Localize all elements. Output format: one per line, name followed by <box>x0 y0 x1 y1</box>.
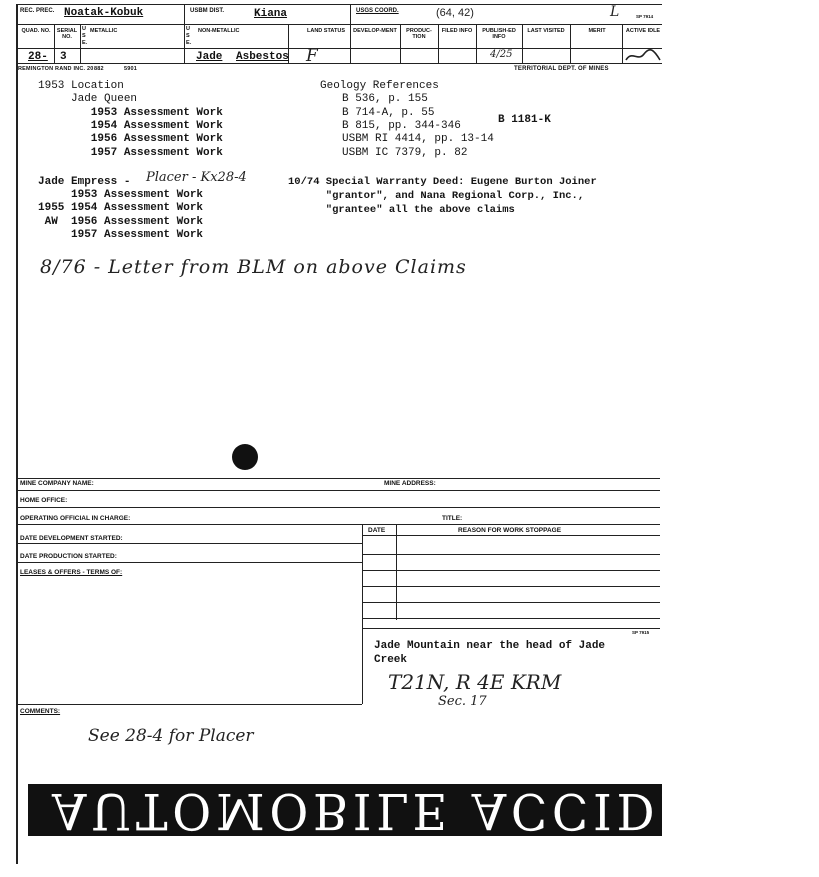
location-line-1: 1953 Location <box>38 80 124 92</box>
nonmetallic-side-letters: U S E. <box>186 26 192 46</box>
usgs-coord-label: USGS COORD. <box>356 8 399 14</box>
geology-title: Geology References <box>320 80 439 92</box>
col-quad: QUAD. NO. <box>21 28 51 34</box>
comments-label: COMMENTS: <box>20 708 61 715</box>
printer-note: REMINGTON RAND INC. 20 <box>18 66 94 72</box>
col-development: DEVELOP-MENT <box>353 28 397 34</box>
quad-value: 28- <box>28 51 48 63</box>
mine-address-label: MINE ADDRESS: <box>384 480 436 487</box>
col-active-idle: ACTIVE IDLE <box>625 28 661 34</box>
geology-ref-3: B 815, pp. 344-346 <box>342 120 461 132</box>
handwritten-blm-note: 8/76 - Letter from BLM on above Claims <box>40 256 467 278</box>
form-number-mid: SP 7915 <box>632 630 650 635</box>
col-serial: SERIAL NO. <box>56 28 78 40</box>
deed-line-1: 10/74 Special Warranty Deed: Eugene Burton Joiner <box>288 176 597 188</box>
empress-line-3: AW 1956 Assessment Work <box>38 216 204 228</box>
col-production: PRODUC-TION <box>406 28 432 40</box>
geology-ref-5: USBM IC 7379, p. 82 <box>342 147 468 159</box>
territorial-dept: TERRITORIAL DEPT. OF MINES <box>514 66 609 72</box>
operating-official-label: OPERATING OFFICIAL IN CHARGE: <box>20 515 131 522</box>
location-line-5: 1956 Assessment Work <box>38 133 223 145</box>
banner-text: AUTOMOBILE ACCIDENTS <box>52 782 819 840</box>
location-line-2: Jade Queen <box>38 93 138 105</box>
col-published-info: PUBLISH-ED INFO <box>482 28 516 40</box>
empress-line-1: 1953 Assessment Work <box>38 189 204 201</box>
geology-ref-b1181: B 1181-K <box>498 114 551 126</box>
geology-ref-1: B 536, p. 155 <box>342 93 428 105</box>
reason-stoppage-label: REASON FOR WORK STOPPAGE <box>458 527 562 534</box>
location-description: Jade Mountain near the head of Jade Creek <box>374 640 606 666</box>
empress-line-4: 1957 Assessment Work <box>38 229 204 241</box>
usgs-coord-value: (64, 42) <box>436 7 474 19</box>
col-nonmetallic: NON-METALLIC <box>198 28 240 34</box>
date-development-label: DATE DEVELOPMENT STARTED: <box>20 535 123 542</box>
comments-note: See 28-4 for Placer <box>88 726 254 746</box>
geology-ref-4: USBM RI 4414, pp. 13-14 <box>342 133 494 145</box>
mine-company-name-label: MINE COMPANY NAME: <box>20 480 94 487</box>
published-value: 4/25 <box>490 49 513 60</box>
printer-num-2: 5901 <box>124 66 138 72</box>
geology-ref-2: B 714-A, p. 55 <box>342 107 435 119</box>
serial-value: 3 <box>60 51 67 63</box>
col-filed-info: FILED INFO <box>441 28 473 34</box>
scribble-mark-icon <box>622 48 662 64</box>
form-number-top: SP 7914 <box>636 14 654 19</box>
land-status-value: F <box>306 46 318 66</box>
date-column-label: DATE <box>368 527 386 534</box>
metallic-side-letters: U S E. <box>82 26 88 46</box>
nonmetallic-value-2: Asbestos <box>236 51 289 63</box>
col-last-visited: LAST VISITED <box>527 28 565 34</box>
placer-note: Placer - Kx28-4 <box>146 170 247 185</box>
location-line-6: 1957 Assessment Work <box>38 147 223 159</box>
punch-hole <box>232 444 258 470</box>
date-production-label: DATE PRODUCTION STARTED: <box>20 553 117 560</box>
leases-offers-label: LEASES & OFFERS - TERMS OF: <box>20 569 123 576</box>
bleed-through-banner <box>28 782 819 840</box>
col-metallic: METALLIC <box>90 28 118 34</box>
rec-prec-label: REC. PREC. <box>20 8 55 14</box>
deed-line-3: "grantee" all the above claims <box>288 204 515 216</box>
deed-line-2: "grantor", and Nana Regional Corp., Inc., <box>288 190 585 202</box>
location-line-3: 1953 Assessment Work <box>38 107 223 119</box>
title-label: TITLE: <box>442 515 463 522</box>
section-note: Sec. 17 <box>438 694 487 709</box>
corner-mark: L <box>610 4 620 20</box>
usbm-dist-label: USBM DIST. <box>190 8 225 14</box>
col-merit: MERIT <box>588 28 606 34</box>
township-range-note: T21N, R 4E KRM <box>388 670 562 694</box>
home-office-label: HOME OFFICE: <box>20 497 68 504</box>
jade-empress-title: Jade Empress - <box>38 176 131 188</box>
card-header <box>18 4 662 72</box>
printer-num-1: 882 <box>94 66 104 72</box>
empress-line-2: 1955 1954 Assessment Work <box>38 202 204 214</box>
col-land-status: LAND STATUS <box>307 28 345 34</box>
usbm-dist-value: Kiana <box>254 8 288 20</box>
location-line-4: 1954 Assessment Work <box>38 120 223 132</box>
district-value: Noatak-Kobuk <box>64 7 144 19</box>
mine-record-card <box>16 4 819 864</box>
nonmetallic-value: Jade <box>196 51 223 63</box>
